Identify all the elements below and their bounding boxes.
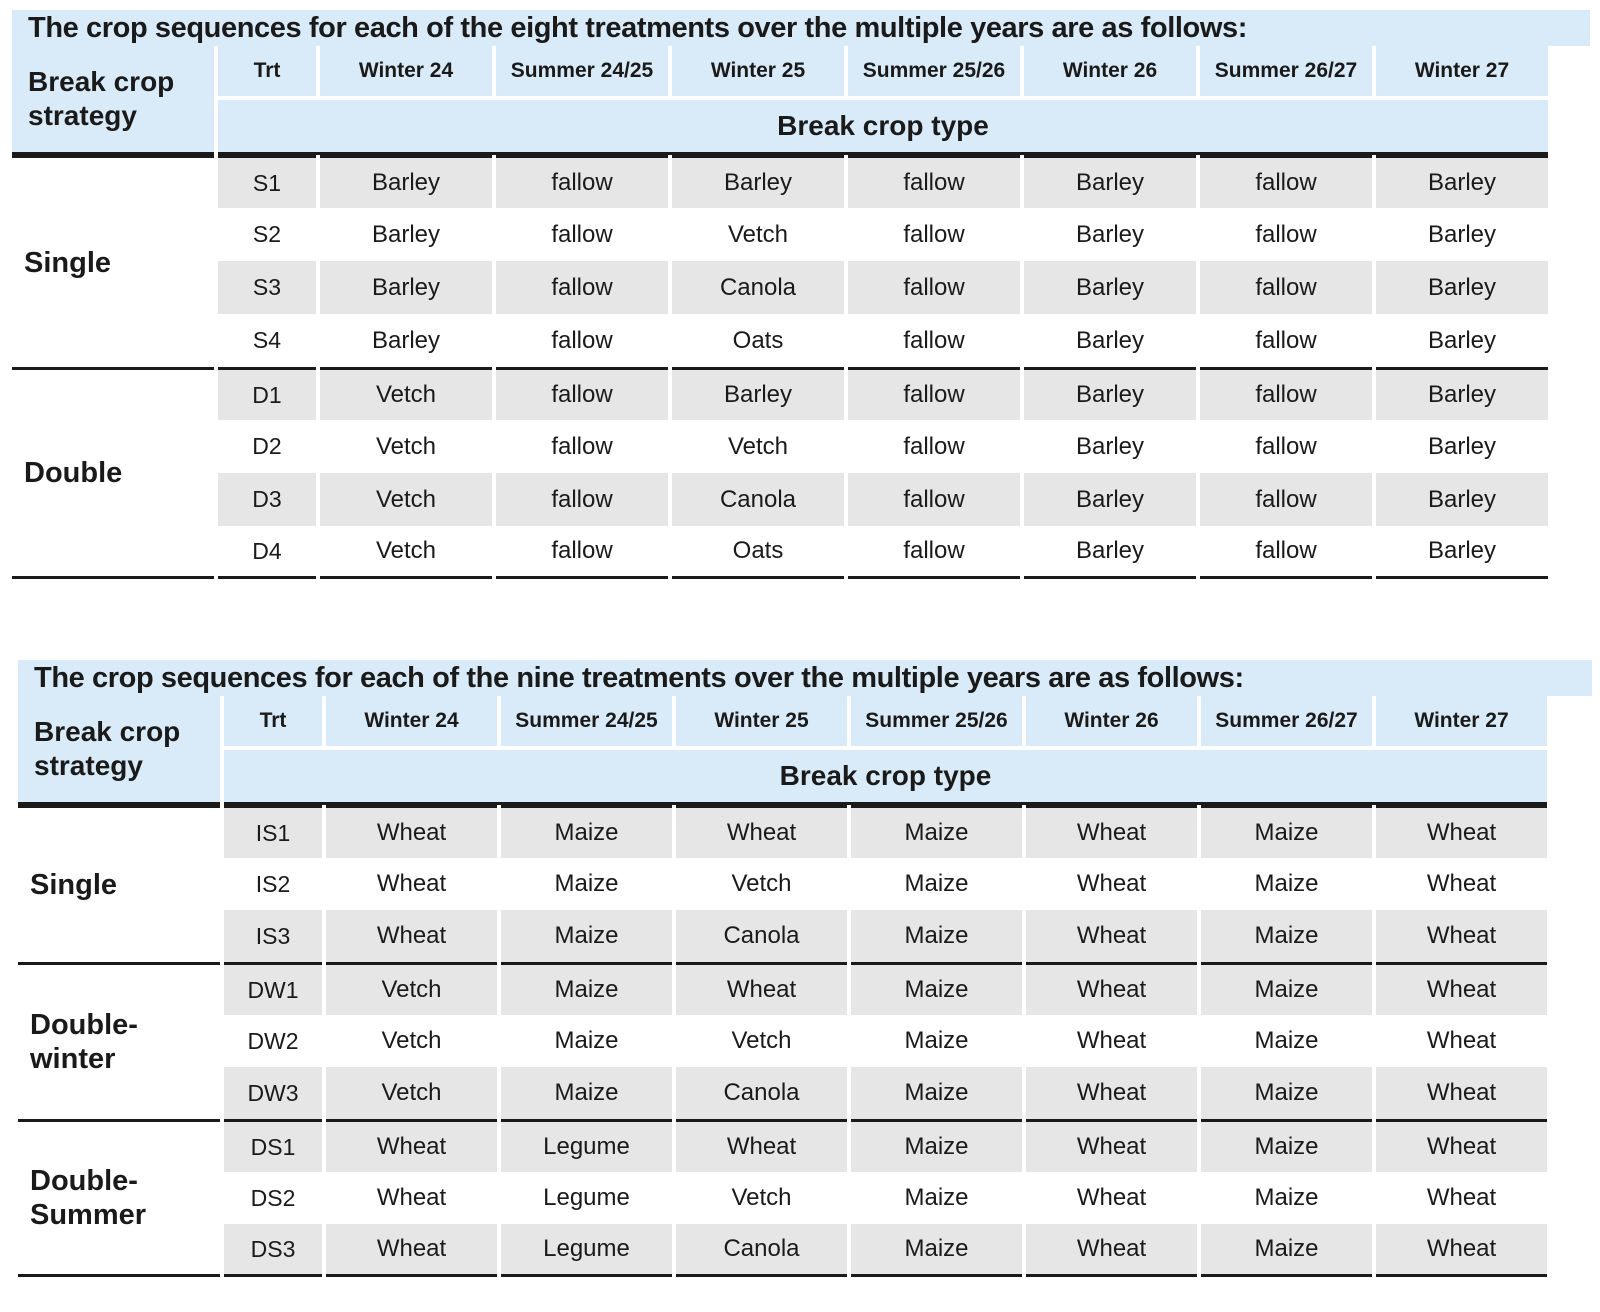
- crop-cell: fallow: [903, 432, 965, 460]
- break-crop-type-header: Break crop type: [218, 100, 1548, 155]
- crop-cell: fallow: [848, 155, 1020, 208]
- column-header: Summer 24/25: [501, 696, 672, 750]
- crop-cell: Barley: [1024, 526, 1196, 579]
- crop-cell: fallow: [848, 261, 1020, 314]
- crop-cell: fallow: [1200, 473, 1372, 526]
- table-row: [18, 805, 1547, 858]
- crop-cell: Legume: [501, 1224, 672, 1277]
- crop-cell: Maize: [501, 962, 672, 1015]
- table-row: [12, 155, 1548, 208]
- crop-cell: Maize: [1254, 1184, 1319, 1211]
- column-header: Winter 24: [326, 696, 497, 750]
- crop-cell: Barley: [320, 261, 492, 314]
- crop-cell: fallow: [903, 326, 965, 354]
- crop-cell: Maize: [851, 805, 1022, 858]
- crop-cell: Barley: [1376, 526, 1548, 579]
- crop-cell: Maize: [501, 805, 672, 858]
- table-row: [18, 1119, 1547, 1172]
- strategy-header: Break crop strategy: [12, 46, 214, 155]
- crop-cell: Barley: [1427, 220, 1497, 248]
- crop-cell: Vetch: [731, 870, 792, 897]
- crop-cell: Wheat: [1026, 1119, 1197, 1172]
- crop-cell: Maize: [904, 1184, 969, 1211]
- crop-cell: fallow: [848, 526, 1020, 579]
- strategy-group-label: Double-Summer: [18, 1119, 220, 1277]
- crop-table-eight-treatments: [12, 10, 1590, 579]
- treatment-code: S4: [252, 327, 282, 353]
- crop-cell: Wheat: [1376, 1067, 1547, 1119]
- crop-cell: Wheat: [1376, 805, 1547, 858]
- treatment-code: S1: [218, 155, 316, 208]
- crop-cell: Wheat: [326, 1119, 497, 1172]
- crop-cell: Maize: [1201, 962, 1372, 1015]
- crop-cell: Wheat: [326, 1224, 497, 1277]
- crop-cell: Legume: [501, 1119, 672, 1172]
- table-row: [18, 962, 1547, 1015]
- crop-cell: Maize: [904, 870, 969, 897]
- crop-cell: Canola: [676, 910, 847, 962]
- crop-cell: fallow: [1200, 526, 1372, 579]
- crop-cell: fallow: [848, 367, 1020, 420]
- crop-sequence-table: [14, 696, 1551, 1277]
- crop-cell: Wheat: [1376, 962, 1547, 1015]
- crop-cell: Vetch: [326, 1067, 497, 1119]
- crop-cell: Barley: [1376, 473, 1548, 526]
- crop-cell: Barley: [672, 367, 844, 420]
- crop-cell: Barley: [1376, 155, 1548, 208]
- crop-cell: fallow: [848, 473, 1020, 526]
- treatment-code: S3: [218, 261, 316, 314]
- table-row: [18, 1067, 1547, 1119]
- table-title: The crop sequences for each of the eight treatments over the multiple years are as follows:: [12, 10, 1590, 46]
- crop-cell: Barley: [1024, 261, 1196, 314]
- table-row: [12, 208, 1548, 261]
- crop-cell: Barley: [1427, 326, 1497, 354]
- crop-cell: Wheat: [676, 1119, 847, 1172]
- crop-table-nine-treatments: [18, 660, 1592, 1277]
- crop-cell: Vetch: [731, 1027, 792, 1054]
- table-row: [12, 314, 1548, 367]
- crop-cell: Legume: [543, 1184, 630, 1211]
- crop-cell: Barley: [1075, 326, 1145, 354]
- crop-cell: Oats: [672, 526, 844, 579]
- crop-cell: Wheat: [1026, 1224, 1197, 1277]
- treatment-code: DW3: [224, 1067, 322, 1119]
- column-header: Winter 25: [676, 696, 847, 750]
- column-header: Summer 26/27: [1201, 696, 1372, 750]
- crop-cell: Maize: [851, 1119, 1022, 1172]
- table-row: [12, 261, 1548, 314]
- crop-cell: Vetch: [326, 962, 497, 1015]
- crop-cell: Canola: [672, 473, 844, 526]
- crop-cell: fallow: [496, 367, 668, 420]
- treatment-code: D2: [252, 433, 282, 459]
- crop-cell: Barley: [1376, 261, 1548, 314]
- crop-cell: fallow: [1200, 261, 1372, 314]
- crop-cell: fallow: [1255, 326, 1317, 354]
- column-header: Winter 27: [1376, 46, 1548, 100]
- crop-sequence-table: [8, 46, 1552, 579]
- treatment-code: D4: [218, 526, 316, 579]
- treatment-code: IS1: [224, 805, 322, 858]
- treatment-code: DS2: [250, 1184, 296, 1211]
- table-row: [18, 910, 1547, 962]
- treatment-code: D3: [218, 473, 316, 526]
- crop-cell: Vetch: [731, 1184, 792, 1211]
- crop-cell: Wheat: [1076, 870, 1147, 897]
- column-header: Winter 26: [1024, 46, 1196, 100]
- crop-cell: fallow: [1255, 432, 1317, 460]
- trt-header: Trt: [218, 46, 316, 100]
- treatment-code: DS3: [224, 1224, 322, 1277]
- crop-cell: Canola: [676, 1224, 847, 1277]
- crop-cell: fallow: [496, 473, 668, 526]
- crop-cell: Wheat: [1426, 870, 1497, 897]
- crop-cell: Canola: [672, 261, 844, 314]
- treatment-code: DW2: [247, 1027, 299, 1054]
- crop-cell: Maize: [501, 1067, 672, 1119]
- crop-cell: Vetch: [320, 526, 492, 579]
- strategy-group-label: Double-winter: [18, 962, 220, 1119]
- crop-cell: fallow: [1200, 367, 1372, 420]
- crop-cell: Wheat: [376, 870, 447, 897]
- crop-cell: Wheat: [1376, 1119, 1547, 1172]
- crop-cell: Maize: [851, 1067, 1022, 1119]
- crop-cell: Wheat: [376, 1184, 447, 1211]
- crop-cell: Maize: [1201, 805, 1372, 858]
- crop-cell: Wheat: [1026, 1067, 1197, 1119]
- crop-cell: Barley: [672, 155, 844, 208]
- strategy-header: Break crop strategy: [18, 696, 220, 805]
- table-title: The crop sequences for each of the nine treatments over the multiple years are as follows:: [18, 660, 1592, 696]
- column-header: Summer 25/26: [851, 696, 1022, 750]
- trt-header: Trt: [224, 696, 322, 750]
- crop-cell: Barley: [1427, 432, 1497, 460]
- column-header: Summer 26/27: [1200, 46, 1372, 100]
- crop-cell: Maize: [1201, 1119, 1372, 1172]
- crop-cell: Maize: [904, 1027, 969, 1054]
- crop-cell: Wheat: [1076, 1184, 1147, 1211]
- crop-cell: Barley: [320, 155, 492, 208]
- crop-cell: fallow: [496, 155, 668, 208]
- crop-cell: Wheat: [1026, 962, 1197, 1015]
- treatment-code: DW1: [224, 962, 322, 1015]
- table-row: [12, 367, 1548, 420]
- crop-cell: Barley: [1024, 367, 1196, 420]
- table-row: [18, 1172, 1547, 1224]
- crop-cell: Wheat: [1426, 1184, 1497, 1211]
- table-row: [18, 1015, 1547, 1067]
- crop-cell: Wheat: [1376, 1224, 1547, 1277]
- crop-cell: fallow: [551, 326, 613, 354]
- crop-cell: Maize: [1201, 1224, 1372, 1277]
- strategy-group-label: Single: [12, 155, 214, 367]
- crop-cell: Maize: [1254, 1027, 1319, 1054]
- crop-cell: Maize: [851, 910, 1022, 962]
- crop-cell: Wheat: [1026, 805, 1197, 858]
- column-header: Winter 26: [1026, 696, 1197, 750]
- treatment-code: D1: [218, 367, 316, 420]
- table-row: [12, 420, 1548, 473]
- table-row: [12, 526, 1548, 579]
- crop-cell: Wheat: [326, 910, 497, 962]
- crop-cell: Vetch: [320, 473, 492, 526]
- table-row: [18, 858, 1547, 910]
- column-header: Winter 24: [320, 46, 492, 100]
- crop-cell: Wheat: [1076, 1027, 1147, 1054]
- crop-cell: Vetch: [320, 367, 492, 420]
- strategy-group-label: Double: [12, 367, 214, 579]
- crop-cell: Barley: [371, 220, 441, 248]
- crop-cell: Wheat: [1426, 1027, 1497, 1054]
- crop-cell: Wheat: [1376, 910, 1547, 962]
- strategy-group-label: Single: [18, 805, 220, 962]
- treatment-code: IS2: [255, 870, 291, 897]
- treatment-code: DS1: [224, 1119, 322, 1172]
- crop-cell: Maize: [554, 1027, 619, 1054]
- crop-cell: fallow: [551, 432, 613, 460]
- column-header: Summer 24/25: [496, 46, 668, 100]
- crop-cell: Vetch: [727, 432, 789, 460]
- crop-cell: Vetch: [727, 220, 789, 248]
- crop-cell: Maize: [1201, 1067, 1372, 1119]
- crop-cell: Canola: [676, 1067, 847, 1119]
- column-header: Winter 27: [1376, 696, 1547, 750]
- column-header: Winter 25: [672, 46, 844, 100]
- table-row: [18, 1224, 1547, 1277]
- crop-cell: Maize: [1201, 910, 1372, 962]
- crop-cell: fallow: [903, 220, 965, 248]
- column-header: Summer 25/26: [848, 46, 1020, 100]
- crop-cell: Maize: [501, 910, 672, 962]
- crop-cell: Barley: [1075, 220, 1145, 248]
- crop-cell: Maize: [851, 1224, 1022, 1277]
- crop-cell: Wheat: [676, 962, 847, 1015]
- crop-cell: Barley: [1024, 473, 1196, 526]
- break-crop-type-header: Break crop type: [224, 750, 1547, 805]
- crop-cell: fallow: [551, 220, 613, 248]
- crop-cell: Wheat: [326, 805, 497, 858]
- crop-cell: fallow: [1200, 155, 1372, 208]
- crop-cell: Maize: [554, 870, 619, 897]
- crop-cell: fallow: [1255, 220, 1317, 248]
- crop-cell: Vetch: [381, 1027, 442, 1054]
- crop-cell: fallow: [496, 261, 668, 314]
- crop-cell: Wheat: [676, 805, 847, 858]
- crop-cell: Barley: [1376, 367, 1548, 420]
- treatment-code: S2: [252, 221, 282, 247]
- treatment-code: IS3: [224, 910, 322, 962]
- crop-cell: Maize: [851, 962, 1022, 1015]
- crop-cell: fallow: [496, 526, 668, 579]
- crop-cell: Barley: [1024, 155, 1196, 208]
- crop-cell: Barley: [371, 326, 441, 354]
- crop-cell: Wheat: [1026, 910, 1197, 962]
- table-row: [12, 473, 1548, 526]
- crop-cell: Vetch: [375, 432, 437, 460]
- crop-cell: Oats: [732, 326, 784, 354]
- crop-cell: Maize: [1254, 870, 1319, 897]
- crop-cell: Barley: [1075, 432, 1145, 460]
